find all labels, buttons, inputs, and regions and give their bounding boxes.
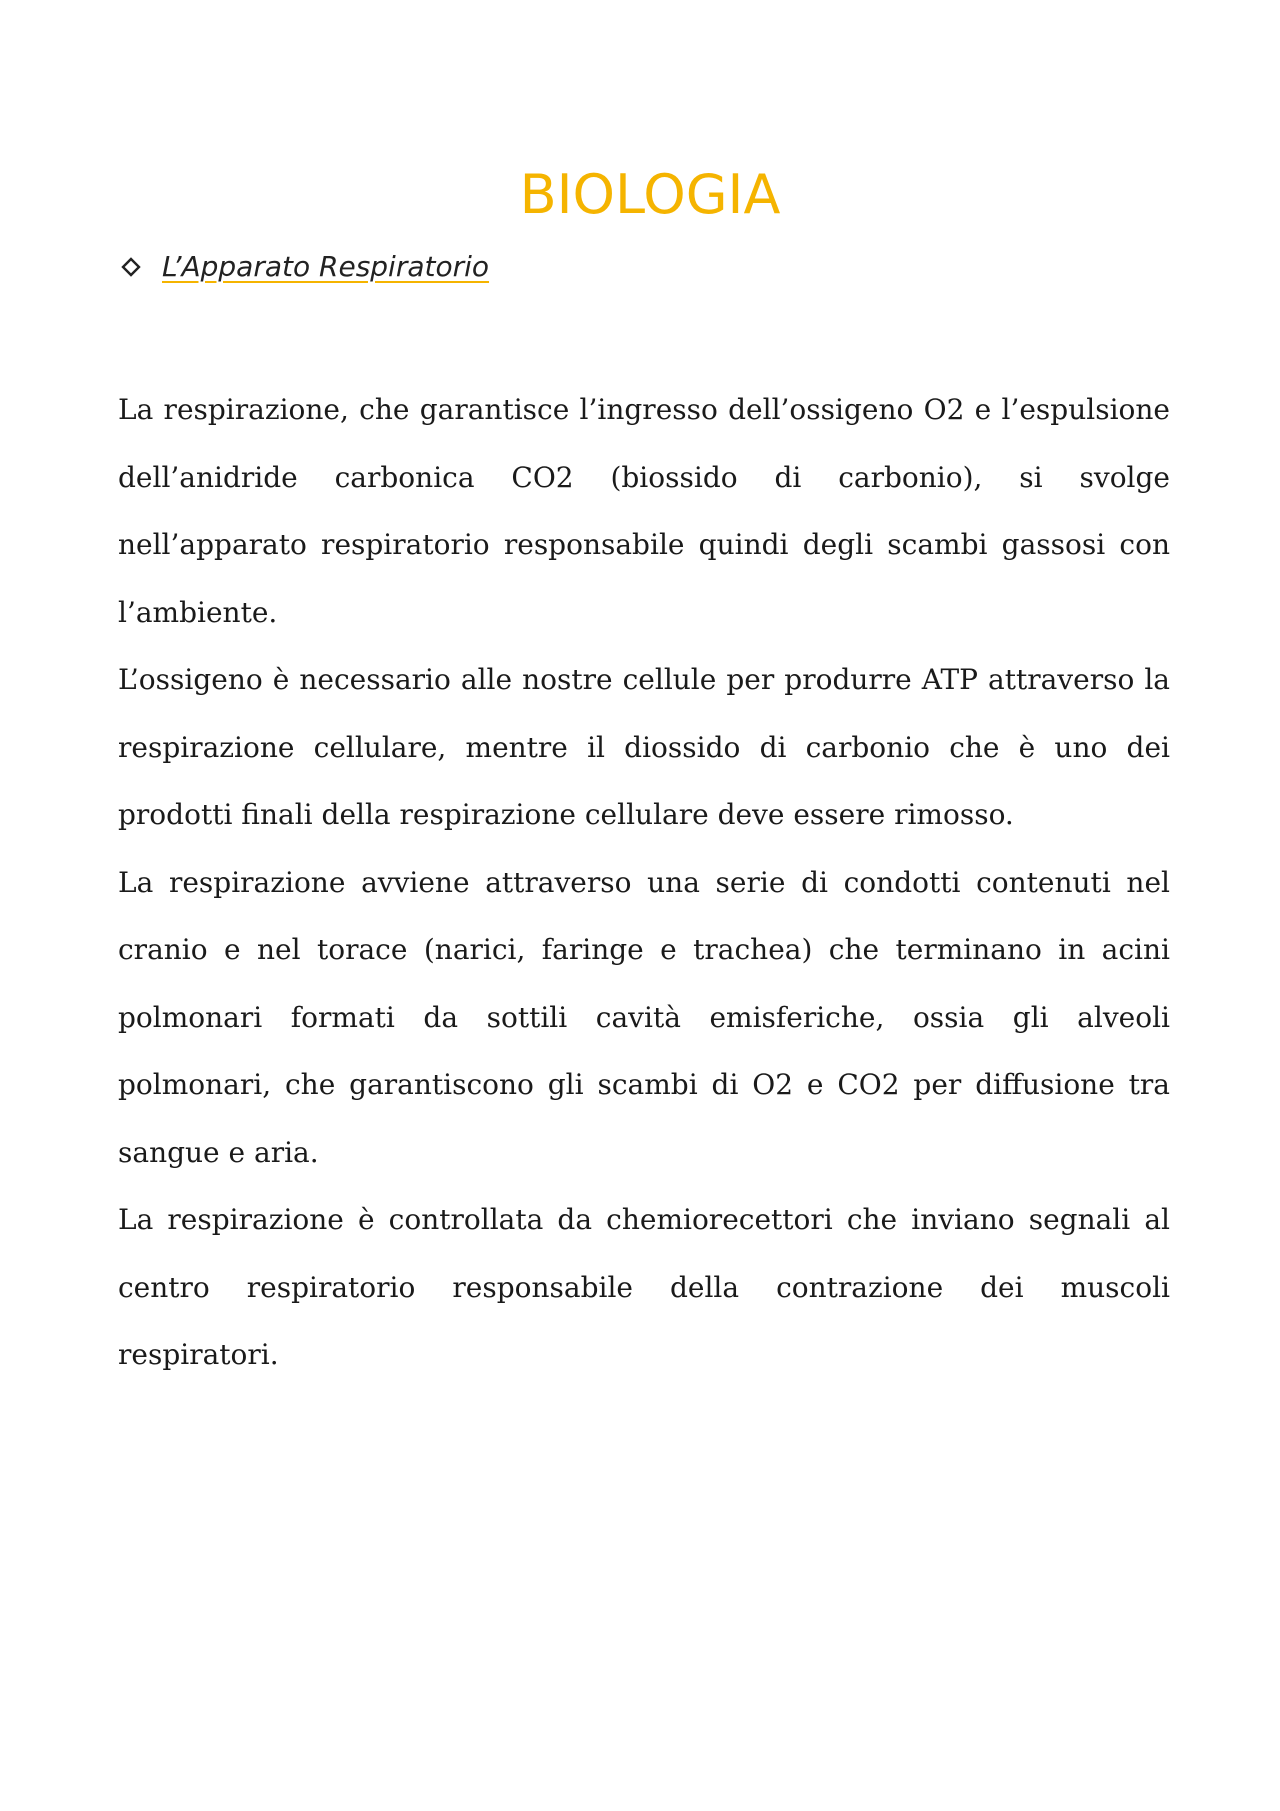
page-title: BIOLOGIA [519,163,781,226]
section-heading-text: L’Apparato Respiratorio [162,250,490,283]
paragraph: L’ossigeno è necessario alle nostre cellule per produrre ATP attraverso la respirazione cellulare, mentre il diossido di carbonio che è uno dei prodotti finali della respirazione cellulare deve essere rimosso. [118,663,1170,831]
paragraph: La respirazione, che garantisce l’ingresso dell’ossigeno O2 e l’espulsione dell’anidride carbonica CO2 (biossido di carbonio), si svolge nell’apparato respiratorio responsabile quindi degli scambi gassosi con l’ambiente. [118,393,1170,629]
diamond-outline-icon [120,256,142,278]
paragraph: La respirazione è controllata da chemiorecettori che inviano segnali al centro respiratorio responsabile della contrazione dei muscoli respiratori. [118,1203,1170,1371]
paragraph: La respirazione avviene attraverso una serie di condotti contenuti nel cranio e nel torace (narici, faringe e trachea) che terminano in acini polmonari formati da sottili cavità emisferiche, ossia gli alveoli polmonari, che garantiscono gli scambi di O2 e CO2 per diffusione tra sangue e aria. [118,865,1170,1169]
section-heading [120,250,489,283]
body-text [118,376,1170,1389]
